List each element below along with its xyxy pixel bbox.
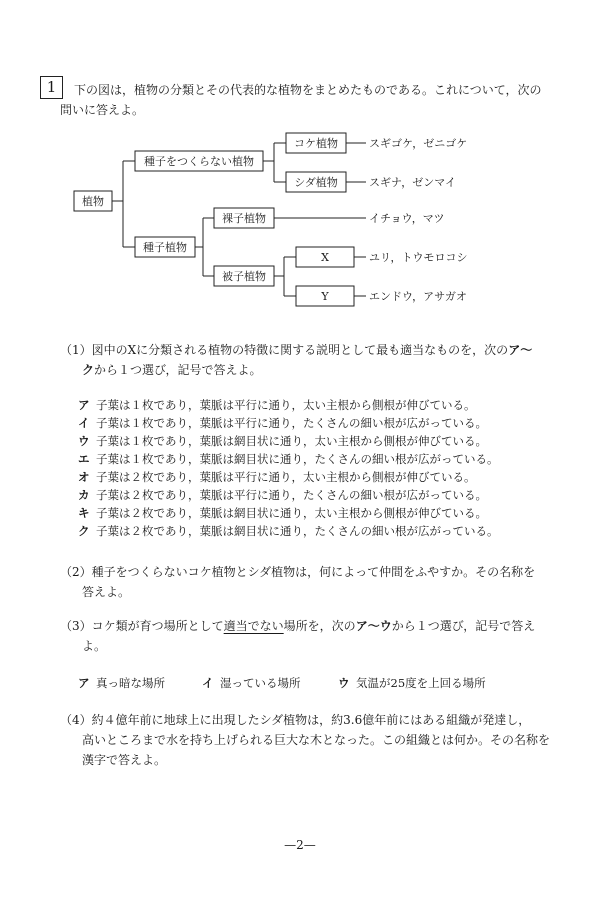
label-fern: シダ植物 (294, 176, 338, 189)
q1-text-2: から１つ選び，記号で答えよ。 (94, 363, 262, 377)
q1-option: カ 子葉は２枚であり，葉脈は平行に通り，たくさんの細い根が広がっている。 (78, 488, 487, 502)
q2-number: （2） (60, 565, 92, 579)
examples-x: ユリ，トウモロコシ (369, 251, 468, 264)
label-y: Y (321, 290, 329, 303)
q3-option: ア 真っ暗な場所 (78, 676, 165, 690)
q3-line-2: よ。 (82, 639, 107, 653)
page-number: —2— (284, 838, 316, 852)
label-seed: 種子植物 (143, 241, 187, 254)
intro-line-1: 下の図は，植物の分類とその代表的な植物をまとめたものである。これについて，次の (74, 83, 542, 97)
q1-bold-2: ク (82, 363, 95, 377)
q2-line-1 (60, 562, 535, 582)
q4-line-1: （4）約４億年前に地球上に出現したシダ植物は，約3.6億年前にはある組織が発達し， (60, 713, 531, 727)
q1-bold-1: ア～ (508, 343, 533, 357)
q2-line-2: 答えよ。 (82, 585, 131, 599)
q1-number: （1） (60, 343, 92, 357)
q3-option: ウ 気温が25度を上回る場所 (338, 676, 486, 690)
q3-line-1: （3）コケ類が育つ場所として適当でない場所を，次のア～ウから１つ選び，記号で答え (60, 619, 536, 633)
q3-number: （3） (60, 619, 92, 633)
label-angio: 被子植物 (222, 270, 266, 283)
q1-option: ア 子葉は１枚であり，葉脈は平行に通り，太い主根から側根が伸びている。 (78, 398, 476, 412)
q1-option: エ 子葉は１枚であり，葉脈は網目状に通り，たくさんの細い根が広がっている。 (78, 452, 499, 466)
q1-line-2 (82, 360, 262, 380)
examples-y: エンドウ，アサガオ (369, 290, 467, 303)
label-gymno: 裸子植物 (222, 212, 266, 225)
classification-diagram (0, 0, 600, 320)
examples-fern: スギナ，ゼンマイ (369, 176, 457, 189)
examples-moss: スギゴケ，ゼニゴケ (369, 137, 468, 150)
q4-line-3: 漢字で答えよ。 (82, 753, 167, 767)
q2-text-1: 種子をつくらないコケ植物とシダ植物は，何によって仲間をふやすか。その名称を (91, 565, 536, 579)
examples-gymno: イチョウ，マツ (369, 212, 445, 225)
q1-text-1: 図中のXに分類される植物の特徴に関する説明として最も適当なものを，次の (91, 343, 509, 357)
label-x: X (321, 251, 329, 264)
q1-option: ク 子葉は２枚であり，葉脈は網目状に通り，たくさんの細い根が広がっている。 (78, 524, 499, 538)
label-non-seed: 種子をつくらない植物 (144, 155, 254, 168)
q4-line-2: 高いところまで水を持ち上げられる巨大な木となった。この組織とは何か。その名称を (82, 733, 551, 747)
q3-bold: ア～ウ (355, 619, 392, 633)
q1-option: ウ 子葉は１枚であり，葉脈は網目状に通り，太い主根から側根が伸びている。 (78, 434, 487, 448)
label-root: 植物 (82, 195, 104, 208)
q1-option: オ 子葉は２枚であり，葉脈は平行に通り，太い主根から側根が伸びている。 (78, 470, 476, 484)
q1-option: イ 子葉は１枚であり，葉脈は平行に通り，たくさんの細い根が広がっている。 (78, 416, 487, 430)
intro-line-2: 問いに答えよ。 (60, 103, 145, 117)
label-moss: コケ植物 (294, 137, 338, 150)
q3-option: イ 湿っている場所 (202, 676, 301, 690)
q3-underlined: 適当でない (223, 619, 284, 633)
q4-number: （4） (60, 713, 92, 727)
q1-option: キ 子葉は２枚であり，葉脈は網目状に通り，太い主根から側根が伸びている。 (78, 506, 487, 520)
question-number-box: 1 (40, 76, 63, 99)
q1-line-1 (60, 340, 532, 360)
